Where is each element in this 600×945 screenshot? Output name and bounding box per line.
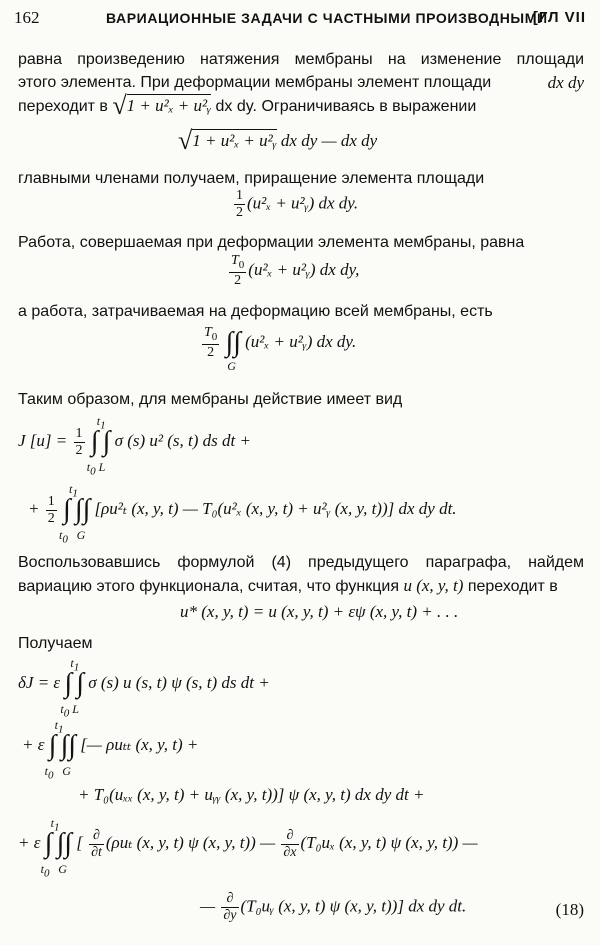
paragraph-line: Воспользовавшись формулой (4) предыдущего параграфа, найдем (18, 554, 584, 571)
paragraph-line: вариацию этого функционала, считая, что функция u (x, y, t) переходит в (18, 576, 558, 595)
paragraph-line: Получаем (18, 635, 93, 652)
running-title: ВАРИАЦИОННЫЕ ЗАДАЧИ С ЧАСТНЫМИ ПРОИЗВОДНЫМИ (106, 10, 548, 26)
running-header (14, 8, 586, 32)
paragraph-line: а работа, затрачиваемая на деформацию всей мембраны, есть (18, 303, 493, 320)
paragraph-line: Работа, совершаемая при деформации элемента мембраны, равна (18, 234, 525, 251)
equation-increment: $\frac{1}{2}$ (u²ₓ + u²ᵧ) dx dy. (236, 188, 359, 220)
equation-deltaJ-line3: + T₀(uₓₓ (x, y, t) + uᵧᵧ (x, y, t))] ψ (x, y, t) dx dy dt + (78, 785, 425, 804)
equation-deltaJ-line5: — $\frac{\partial}{\partial y}$ (T₀uᵧ (x, y, t) ψ (x, y, t))] dx dy dt. (200, 891, 467, 923)
paragraph-line: переходит в √1 + u²ₓ + u²ᵧ dx dy. Ограничиваясь в выражении (18, 91, 477, 120)
equation-variation: u* (x, y, t) = u (x, y, t) + εψ (x, y, t) + . . . (180, 602, 459, 621)
paragraph-line: этого элемента. При деформации мембраны элемент площади dx dy (18, 73, 584, 92)
paragraph-line: равна произведению натяжения мембраны на изменение площади (18, 51, 584, 68)
equation-total-work: $\frac{T_0}{2}$ ∫∫ G (u²ₓ + u²ᵧ) dx dy. (204, 325, 357, 373)
equation-element-work: $\frac{T_0}{2}$ (u²ₓ + u²ᵧ) dx dy, (231, 253, 360, 288)
equation-action-line1: J [u] = $\frac{1}{2}$ ∫ $t_1$ $t_0$ ∫ L σ (s) u² (s, t) ds dt + (18, 414, 251, 478)
equation-action-line2: + $\frac{1}{2}$ ∫ $t_1$ $t_0$ ∫∫ G [ρu²ₜ (x, y, t) — T₀(u²ₓ (x, y, t) + u²ᵧ (x, y, t))] dx dy dt. (28, 482, 457, 546)
page-number: 162 (14, 8, 40, 27)
equation-deltaJ-line4: + ε ∫ $t_1$ $t_0$ ∫∫ G [ $\frac{\partial}{\partial t}$ (ρuₜ (x, y, t) ψ (x, y, t)) — $\frac{\partial}{\partial x}$ (T₀uₓ (x, y, t) ψ (x, y, t)) — (18, 816, 478, 880)
equation-deltaJ-line2: + ε ∫ $t_1$ $t_0$ ∫∫ G [— ρuₜₜ (x, y, t) + (22, 718, 199, 782)
paragraph-line: главными членами получаем, приращение элемента площади (18, 170, 485, 187)
paragraph-line: Таким образом, для мембраны действие имеет вид (18, 391, 403, 408)
equation-deltaJ-line1: δJ = ε ∫ $t_1$ $t_0$ ∫ L σ (s) u (s, t) ψ (s, t) ds dt + (18, 656, 270, 720)
chapter-label: [ГЛ VII (532, 9, 586, 26)
equation-area: √1 + u²ₓ + u²ᵧ dx dy — dx dy (178, 126, 378, 155)
equation-number: (18) (555, 900, 584, 919)
